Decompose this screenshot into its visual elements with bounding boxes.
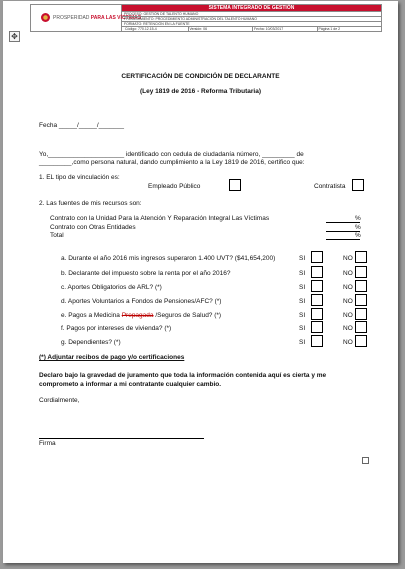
- si-checkbox[interactable]: [311, 294, 323, 306]
- intro-line-2: _________,como persona natural, dando cumplimiento a la Ley 1819 de 2016, certifico que:: [39, 159, 305, 166]
- declaration-line-1: Declaro bajo la gravedad de juramento que toda la información contenida aquí es cierta y me: [39, 372, 327, 379]
- document-subtitle: (Ley 1819 de 2016 - Reforma Tributaria): [139, 88, 262, 95]
- no-checkbox[interactable]: [355, 280, 367, 292]
- si-label: SI: [299, 284, 306, 291]
- move-handle-icon[interactable]: ✥: [9, 31, 20, 42]
- si-label: SI: [299, 255, 306, 262]
- si-checkbox[interactable]: [311, 280, 323, 292]
- system-title: SISTEMA INTEGRADO DE GESTIÓN: [122, 5, 381, 11]
- question-e: e. Pagos a Medicina Prepagada /Seguros de Salud? (*): [61, 312, 222, 319]
- no-checkbox[interactable]: [355, 308, 367, 320]
- closing-text: Cordialmente,: [39, 397, 80, 404]
- no-checkbox[interactable]: [355, 321, 367, 333]
- fuente-line[interactable]: [326, 239, 360, 240]
- empleado-checkbox[interactable]: [229, 179, 241, 191]
- document-header: [30, 4, 382, 32]
- fuente-pct: %: [355, 215, 361, 222]
- no-label: NO: [343, 339, 353, 346]
- si-label: SI: [299, 298, 306, 305]
- no-label: NO: [343, 312, 353, 319]
- fuente-line[interactable]: [326, 222, 360, 223]
- si-checkbox[interactable]: [311, 321, 323, 333]
- no-label: NO: [343, 284, 353, 291]
- si-checkbox[interactable]: [311, 308, 323, 320]
- no-label: NO: [343, 325, 353, 332]
- table-end-marker-icon: [362, 457, 369, 464]
- page-cell: Página 1 de 2: [318, 27, 341, 31]
- contratista-checkbox[interactable]: [352, 179, 364, 191]
- si-label: SI: [299, 325, 306, 332]
- section-1-label: 1. EL tipo de vinculación es:: [39, 174, 120, 181]
- code-cell: Código: 770.12.15-4: [124, 27, 189, 31]
- question-d: d. Aportes Voluntarios a Fondos de Pensiones/AFC? (*): [61, 298, 222, 305]
- empleado-label: Empleado Público: [148, 183, 201, 190]
- question-g: g. Dependientes? (*): [61, 339, 121, 346]
- si-checkbox[interactable]: [311, 251, 323, 263]
- logo-text: PROSPERIDAD PARA LAS VÍCTIMAS: [53, 15, 142, 21]
- fuente-label: Contrato con Otras Entidades: [50, 224, 136, 231]
- declaration-line-2: comprometo a informar a mi contratante cualquier cambio.: [39, 381, 222, 388]
- fuente-pct: %: [355, 232, 361, 239]
- no-checkbox[interactable]: [355, 266, 367, 278]
- no-label: NO: [343, 298, 353, 305]
- fuente-label: Contrato con la Unidad Para la Atención Y Reparación Integral Las Víctimas: [50, 215, 270, 222]
- process-row: PROCESO: GESTIÓN DE TALENTO HUMANO: [122, 11, 381, 16]
- fuente-pct: %: [355, 224, 361, 231]
- si-label: SI: [299, 270, 306, 277]
- si-checkbox[interactable]: [311, 335, 323, 347]
- intro-line-1: Yo,_____________________ identificado con cedula de ciudadanía número, _________ de: [39, 151, 304, 158]
- procedure-row: PROCEDIMIENTO: PROCEDIMIENTO ADMINISTRACIÓN DEL TALENTO HUMANO: [122, 16, 381, 21]
- no-label: NO: [343, 255, 353, 262]
- signature-line[interactable]: [39, 438, 204, 439]
- struck-word: Prepagada: [121, 312, 154, 319]
- question-f: f. Pagos por intereses de vivienda? (*): [61, 325, 172, 332]
- question-b: b. Declarante del impuesto sobre la renta por el año 2016?: [61, 270, 231, 277]
- si-label: SI: [299, 339, 306, 346]
- fecha-field[interactable]: Fecha _____/_____/_______: [39, 122, 124, 129]
- attachment-note: (*) Adjuntar recibos de pago y/o certificaciones: [39, 354, 185, 361]
- date-cell: Fecha: 10/03/2017: [253, 27, 318, 31]
- meta-row: [122, 26, 381, 31]
- si-checkbox[interactable]: [311, 266, 323, 278]
- seal-icon: [41, 13, 50, 22]
- section-2-label: 2. Las fuentes de mis recursos son:: [39, 200, 142, 207]
- si-label: SI: [299, 312, 306, 319]
- no-checkbox[interactable]: [355, 251, 367, 263]
- document-page: [3, 1, 398, 563]
- document-title: CERTIFICACIÓN DE CONDICIÓN DE DECLARANTE: [121, 73, 280, 80]
- fuente-total-label: Total: [50, 232, 64, 239]
- no-checkbox[interactable]: [355, 294, 367, 306]
- question-c: c. Aportes Obligatorios de ARL? (*): [61, 284, 162, 291]
- format-row: FORMATO: RETENCIÓN EN LA FUENTE: [122, 21, 381, 26]
- question-a: a. Durante el año 2016 mis ingresos superaron 1.400 UVT? ($41,654,200): [61, 255, 276, 262]
- contratista-label: Contratista: [314, 183, 346, 190]
- no-checkbox[interactable]: [355, 335, 367, 347]
- no-label: NO: [343, 270, 353, 277]
- signature-label: Firma: [39, 440, 56, 447]
- version-cell: Versión: 06: [189, 27, 254, 31]
